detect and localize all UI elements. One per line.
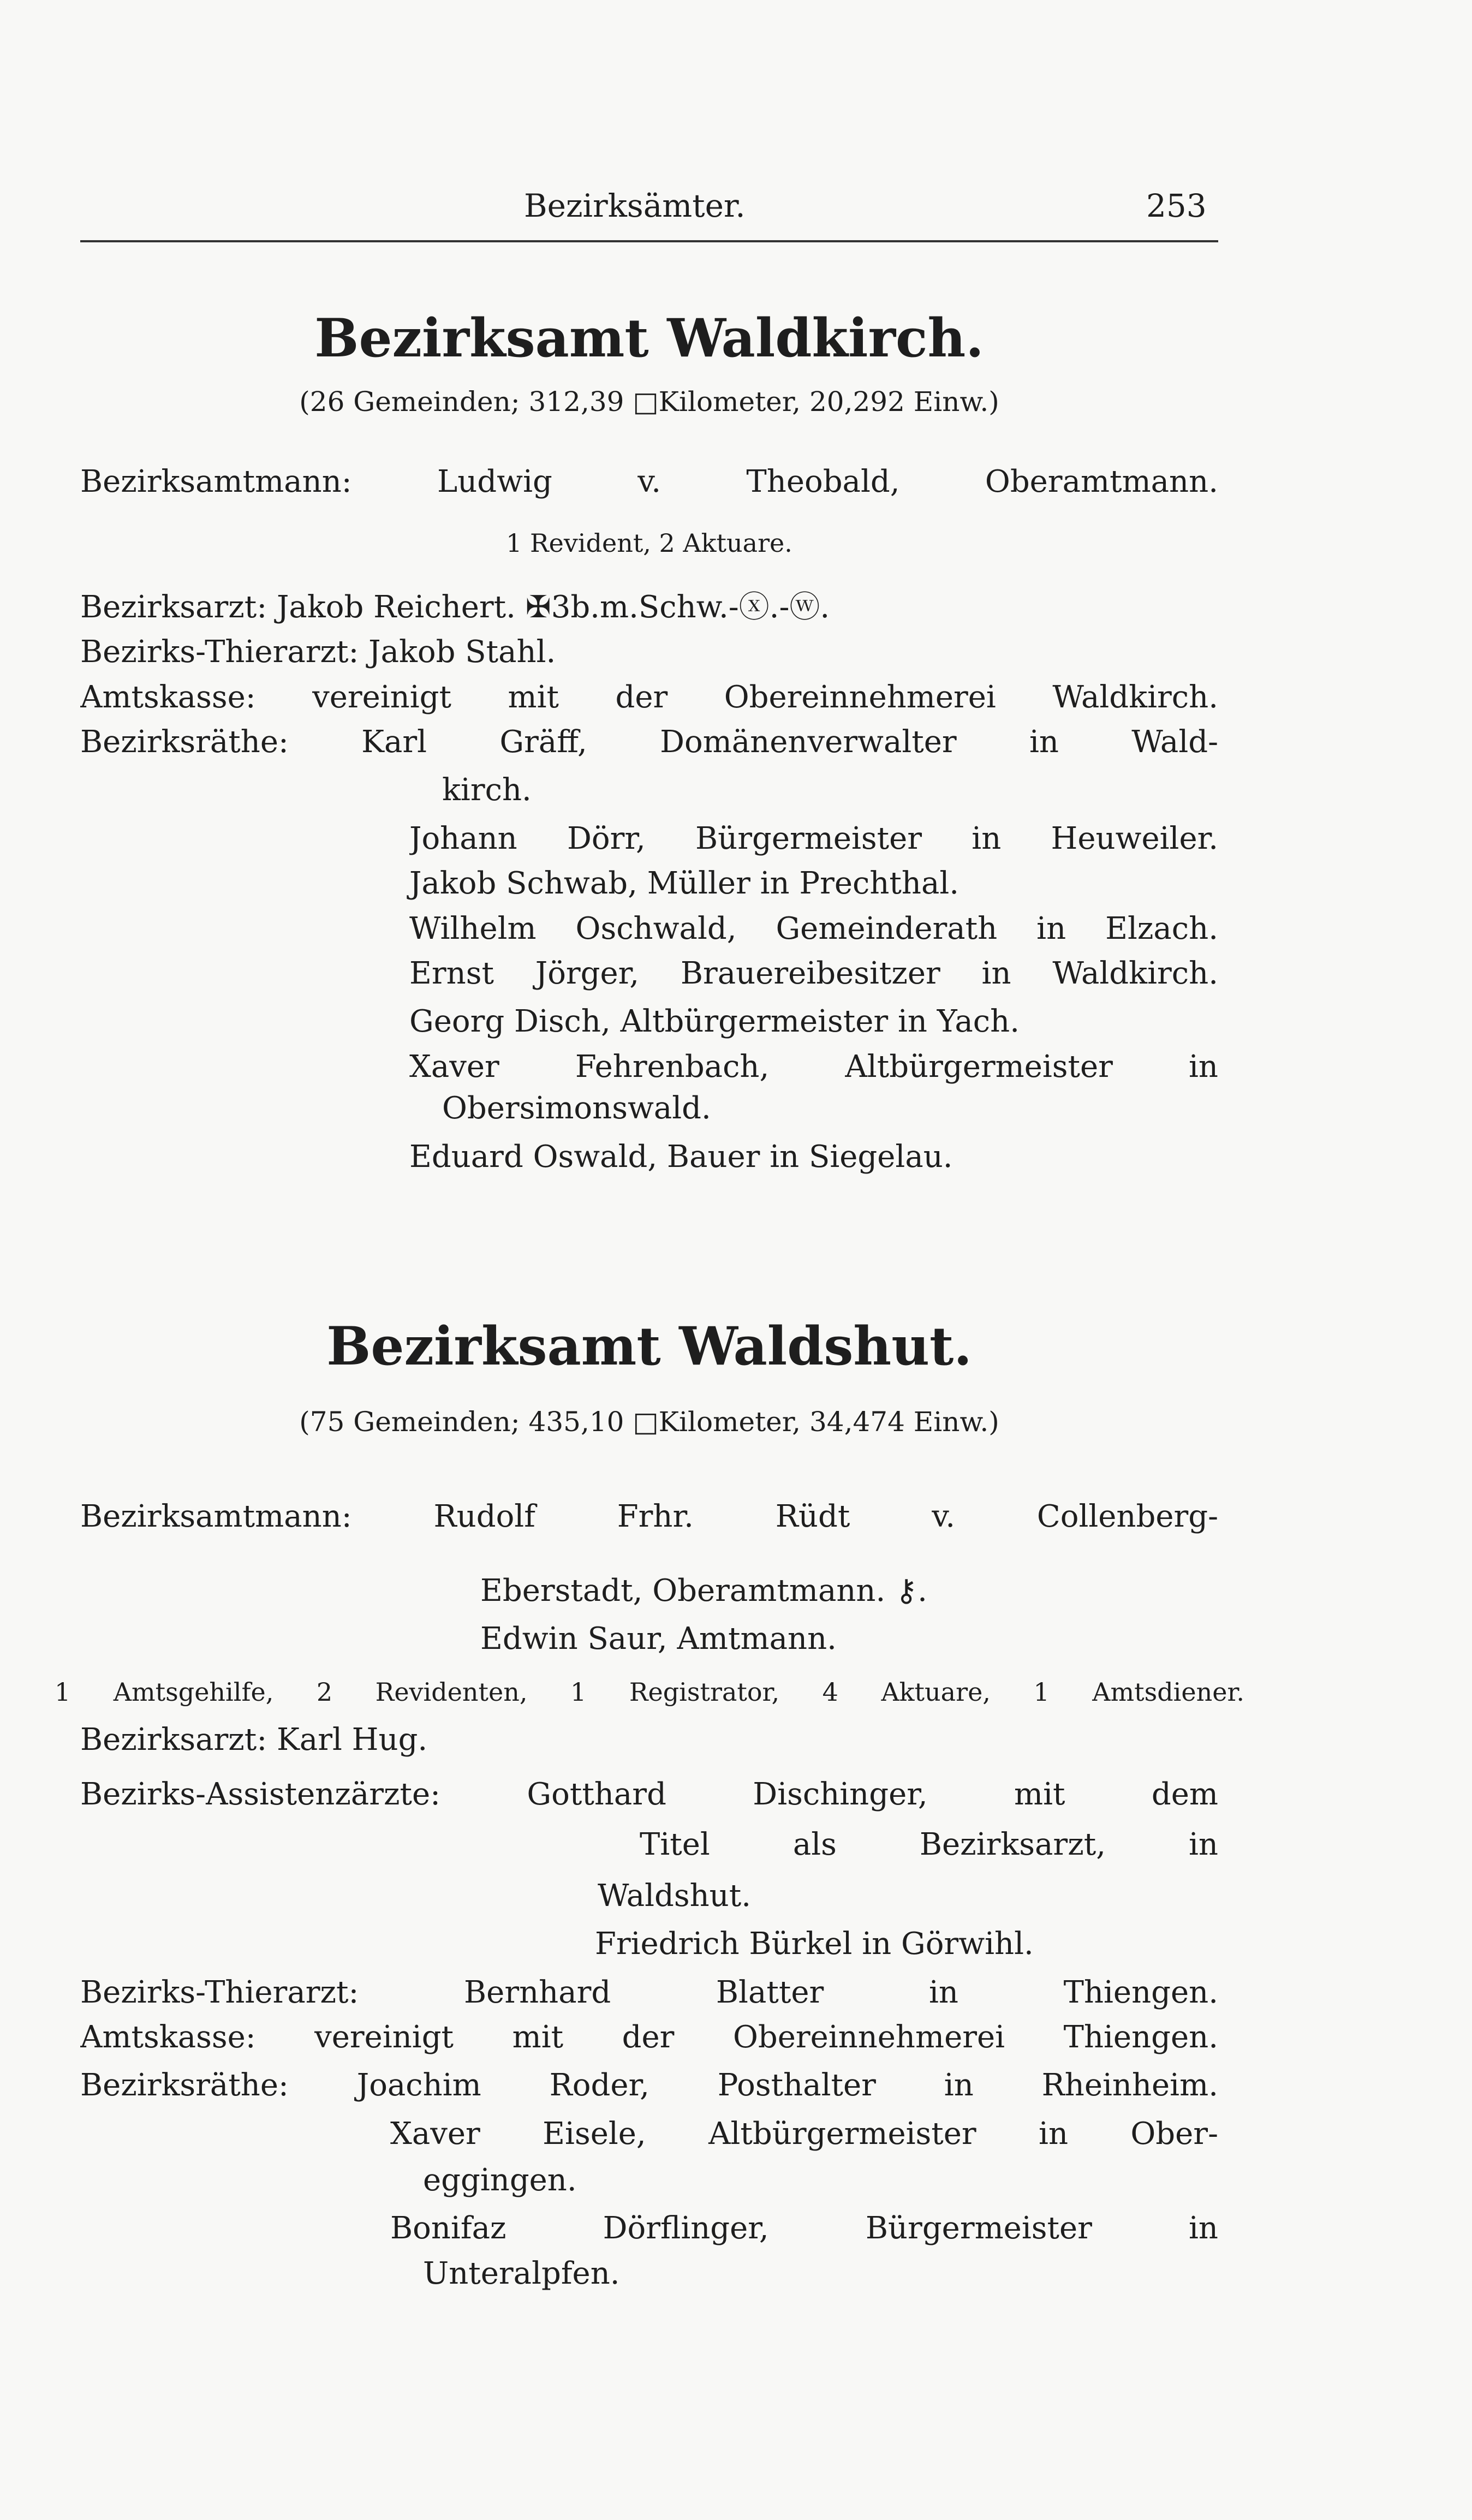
entry-line: Titel als Bezirksarzt, in	[640, 1827, 1218, 1862]
entry-line: Edwin Saur, Amtmann.	[480, 1621, 837, 1657]
running-title: Bezirksämter.	[524, 187, 746, 224]
entry-line: Georg Disch, Altbürgermeister in Yach.	[409, 1004, 1020, 1039]
entry-line: Wilhelm Oschwald, Gemeinderath in Elzach.	[409, 911, 1218, 946]
entry-line: Bezirks-Thierarzt: Bernhard Blatter in Thiengen.	[80, 1975, 1218, 2010]
entry-line: Eduard Oswald, Bauer in Siegelau.	[409, 1139, 953, 1175]
staff-line: 1 Revident, 2 Aktuare.	[506, 528, 792, 558]
section-subtitle: (26 Gemeinden; 312,39 □Kilometer, 20,292 Einw.)	[299, 386, 999, 418]
entry-line: Waldshut.	[598, 1878, 752, 1914]
entry-line: Bezirksarzt: Karl Hug.	[80, 1722, 428, 1758]
entry-line: Unteralpfen.	[423, 2256, 620, 2291]
entry-line: Bonifaz Dörflinger, Bürgermeister in	[390, 2211, 1218, 2246]
entry-line: Amtskasse: vereinigt mit der Obereinnehmerei Waldkirch.	[80, 680, 1218, 715]
staff-line: 1 Amtsgehilfe, 2 Revidenten, 1 Registrator, 4 Aktuare, 1 Amtsdiener.	[55, 1677, 1244, 1707]
entry-line: eggingen.	[423, 2162, 577, 2198]
entry-line: Xaver Eisele, Altbürgermeister in Ober-	[390, 2116, 1218, 2152]
entry-line: Bezirks-Assistenzärzte: Gotthard Dischinger, mit dem	[80, 1777, 1218, 1812]
entry-line: Bezirksräthe: Joachim Roder, Posthalter in Rheinheim.	[80, 2068, 1218, 2103]
entry-line: Bezirksamtmann: Ludwig v. Theobald, Oberamtmann.	[80, 464, 1218, 499]
entry-line: Obersimonswald.	[442, 1091, 711, 1126]
entry-line: Johann Dörr, Bürgermeister in Heuweiler.	[409, 821, 1218, 856]
section-title: Bezirksamt Waldkirch.	[314, 307, 984, 369]
entry-line: Bezirksarzt: Jakob Reichert. ✠3b.m.Schw.-ⓧ.-ⓦ.	[80, 589, 830, 625]
entry-line: Bezirksamtmann: Rudolf Frhr. Rüdt v. Collenberg-	[80, 1499, 1218, 1534]
section-title: Bezirksamt Waldshut.	[326, 1315, 972, 1377]
entry-line: Ernst Jörger, Brauereibesitzer in Waldkirch.	[409, 956, 1218, 991]
page-number: 253	[1146, 187, 1207, 224]
entry-line: Jakob Schwab, Müller in Prechthal.	[409, 866, 960, 901]
entry-line: Amtskasse: vereinigt mit der Obereinnehmerei Thiengen.	[80, 2019, 1218, 2055]
entry-line: Friedrich Bürkel in Görwihl.	[595, 1926, 1034, 1962]
section-subtitle: (75 Gemeinden; 435,10 □Kilometer, 34,474 Einw.)	[299, 1406, 999, 1438]
entry-line: Eberstadt, Oberamtmann. ⚷.	[480, 1573, 927, 1608]
entry-line: Xaver Fehrenbach, Altbürgermeister in	[409, 1049, 1218, 1085]
entry-line: Bezirks-Thierarzt: Jakob Stahl.	[80, 634, 556, 670]
entry-line: Bezirksräthe: Karl Gräff, Domänenverwalter in Wald-	[80, 724, 1218, 760]
entry-line: kirch.	[442, 772, 532, 808]
header-rule	[80, 240, 1218, 242]
